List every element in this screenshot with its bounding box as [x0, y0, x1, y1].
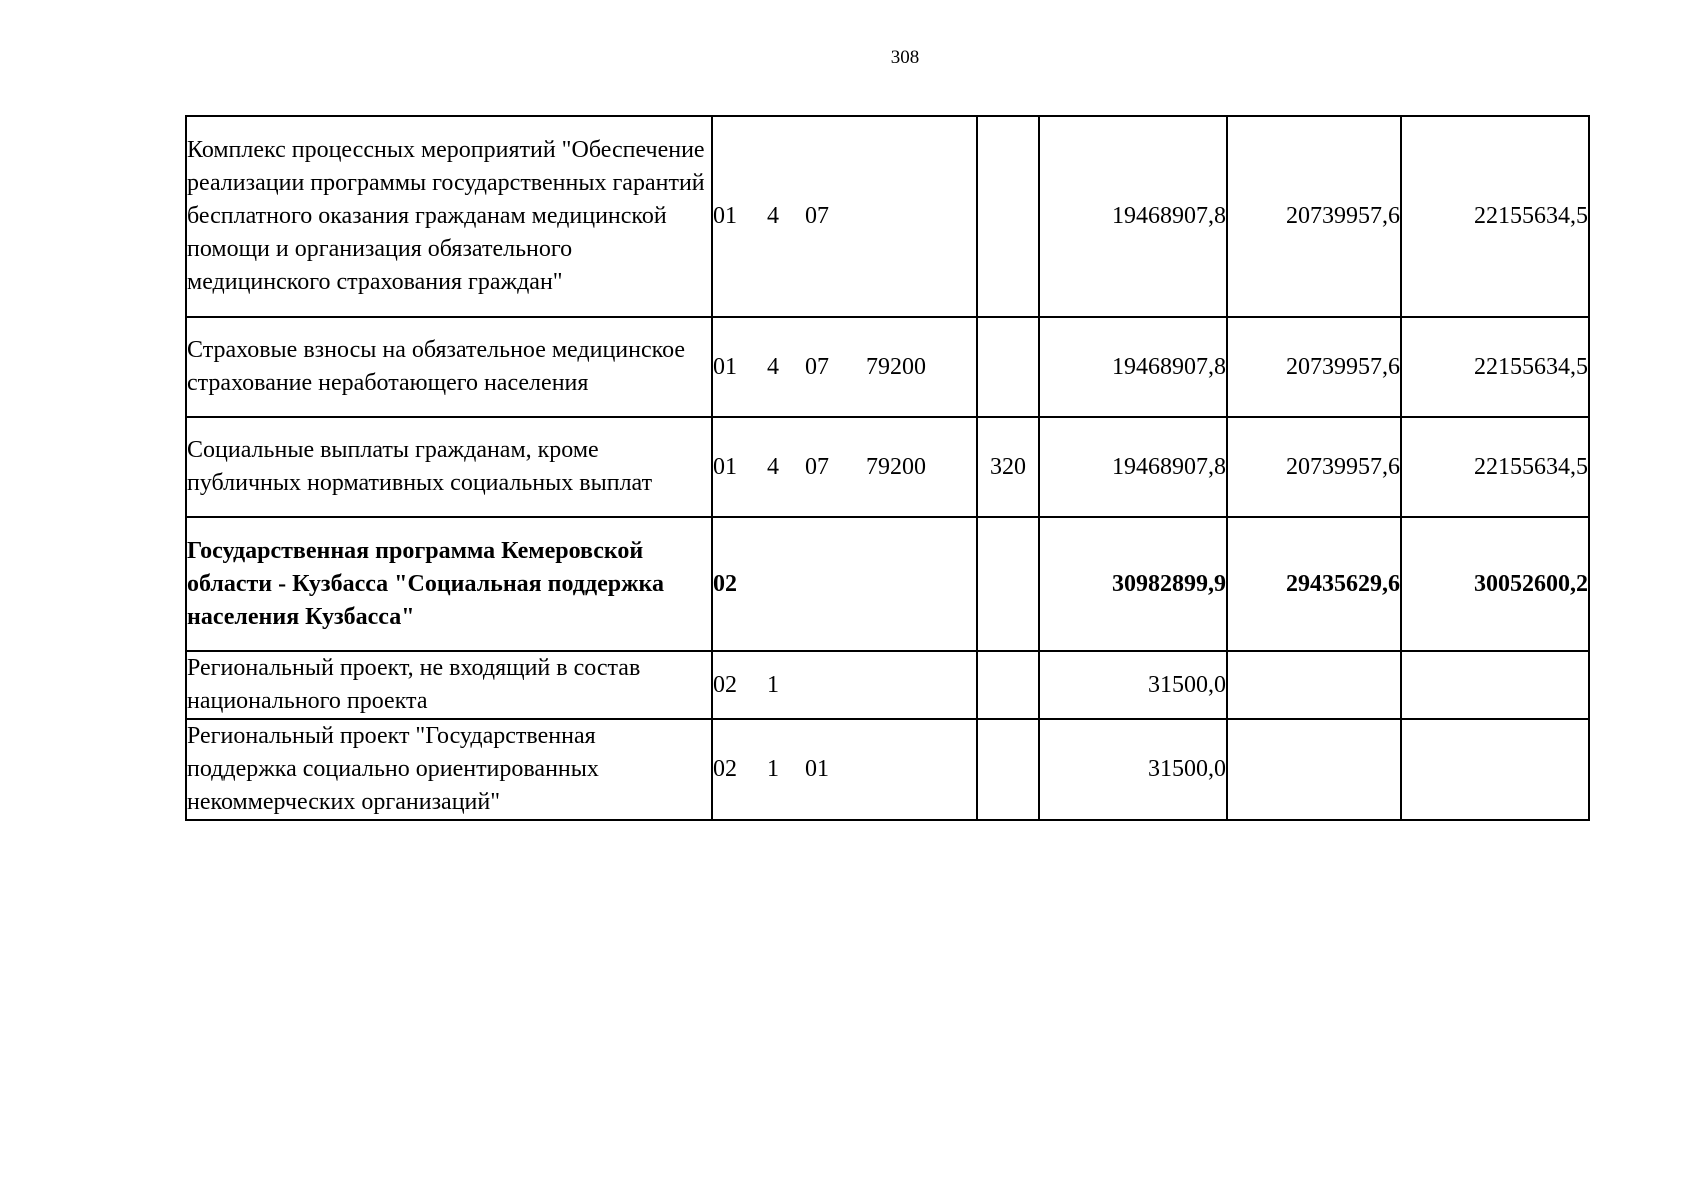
- row-name: Региональный проект, не входящий в состав национального проекта: [186, 651, 712, 719]
- event-code: 07: [805, 353, 829, 380]
- program-code: 02: [713, 671, 737, 698]
- page-number: 308: [890, 47, 920, 68]
- amount-year-1: 19468907,8: [1039, 317, 1227, 417]
- row-code: [712, 651, 977, 719]
- direction-code: 79200: [866, 453, 926, 480]
- amount-year-3: 22155634,5: [1401, 116, 1589, 317]
- subprogram-code: 4: [767, 453, 779, 480]
- amount-year-2: 20739957,6: [1227, 417, 1401, 517]
- direction-code: 79200: [866, 353, 926, 380]
- event-code: 01: [805, 756, 829, 782]
- row-code: [712, 719, 977, 820]
- expense-type-code: [977, 116, 1039, 317]
- amount-year-1: 31500,0: [1039, 719, 1227, 820]
- row-code: [712, 317, 977, 417]
- program-code: 02: [713, 756, 737, 782]
- program-code: 02: [713, 570, 737, 597]
- program-code: 01: [713, 353, 737, 380]
- event-code: 07: [805, 453, 829, 480]
- amount-year-3: 22155634,5: [1401, 417, 1589, 517]
- expense-type-code: [977, 651, 1039, 719]
- expense-type-code: [977, 317, 1039, 417]
- subprogram-code: 1: [767, 671, 779, 698]
- table-row: [186, 651, 1589, 719]
- amount-year-2: 29435629,6: [1227, 517, 1401, 651]
- amount-year-3: 22155634,5: [1401, 317, 1589, 417]
- amount-year-3: [1401, 719, 1589, 820]
- row-name: Социальные выплаты гражданам, кроме публичных нормативных социальных выплат: [186, 417, 712, 517]
- subprogram-code: 4: [767, 353, 779, 380]
- expense-type-code: [977, 517, 1039, 651]
- row-name: Региональный проект "Государственная поддержка социально ориентированных некоммерческих организаций": [186, 719, 712, 820]
- row-code: [712, 116, 977, 317]
- amount-year-2: [1227, 719, 1401, 820]
- amount-year-3: 30052600,2: [1401, 517, 1589, 651]
- expense-type-code: [977, 719, 1039, 820]
- table-row: [186, 417, 1589, 517]
- amount-year-2: 20739957,6: [1227, 317, 1401, 417]
- amount-year-1: 30982899,9: [1039, 517, 1227, 651]
- amount-year-1: 31500,0: [1039, 651, 1227, 719]
- budget-table: [185, 115, 1590, 821]
- table-row: [186, 517, 1589, 651]
- table-row: [186, 719, 1589, 820]
- subprogram-code: 4: [767, 203, 779, 229]
- amount-year-2: 20739957,6: [1227, 116, 1401, 317]
- expense-type-code: 320: [977, 417, 1039, 517]
- amount-year-3: [1401, 651, 1589, 719]
- row-name: Страховые взносы на обязательное медицинское страхование неработающего населения: [186, 317, 712, 417]
- amount-year-2: [1227, 651, 1401, 719]
- program-code: 01: [713, 453, 737, 480]
- table-row: [186, 116, 1589, 317]
- amount-year-1: 19468907,8: [1039, 417, 1227, 517]
- table-row: [186, 317, 1589, 417]
- row-code: [712, 517, 977, 651]
- row-name: Государственная программа Кемеровской области - Кузбасса "Социальная поддержка населения Кузбасса": [186, 517, 712, 651]
- program-code: 01: [713, 203, 737, 229]
- row-name: Комплекс процессных мероприятий "Обеспечение реализации программы государственных гарантий бесплатного оказания гражданам медицинской помощи и организация обязательного медицинского страхования граждан": [186, 116, 712, 317]
- subprogram-code: 1: [767, 756, 779, 782]
- amount-year-1: 19468907,8: [1039, 116, 1227, 317]
- row-code: [712, 417, 977, 517]
- event-code: 07: [805, 203, 829, 229]
